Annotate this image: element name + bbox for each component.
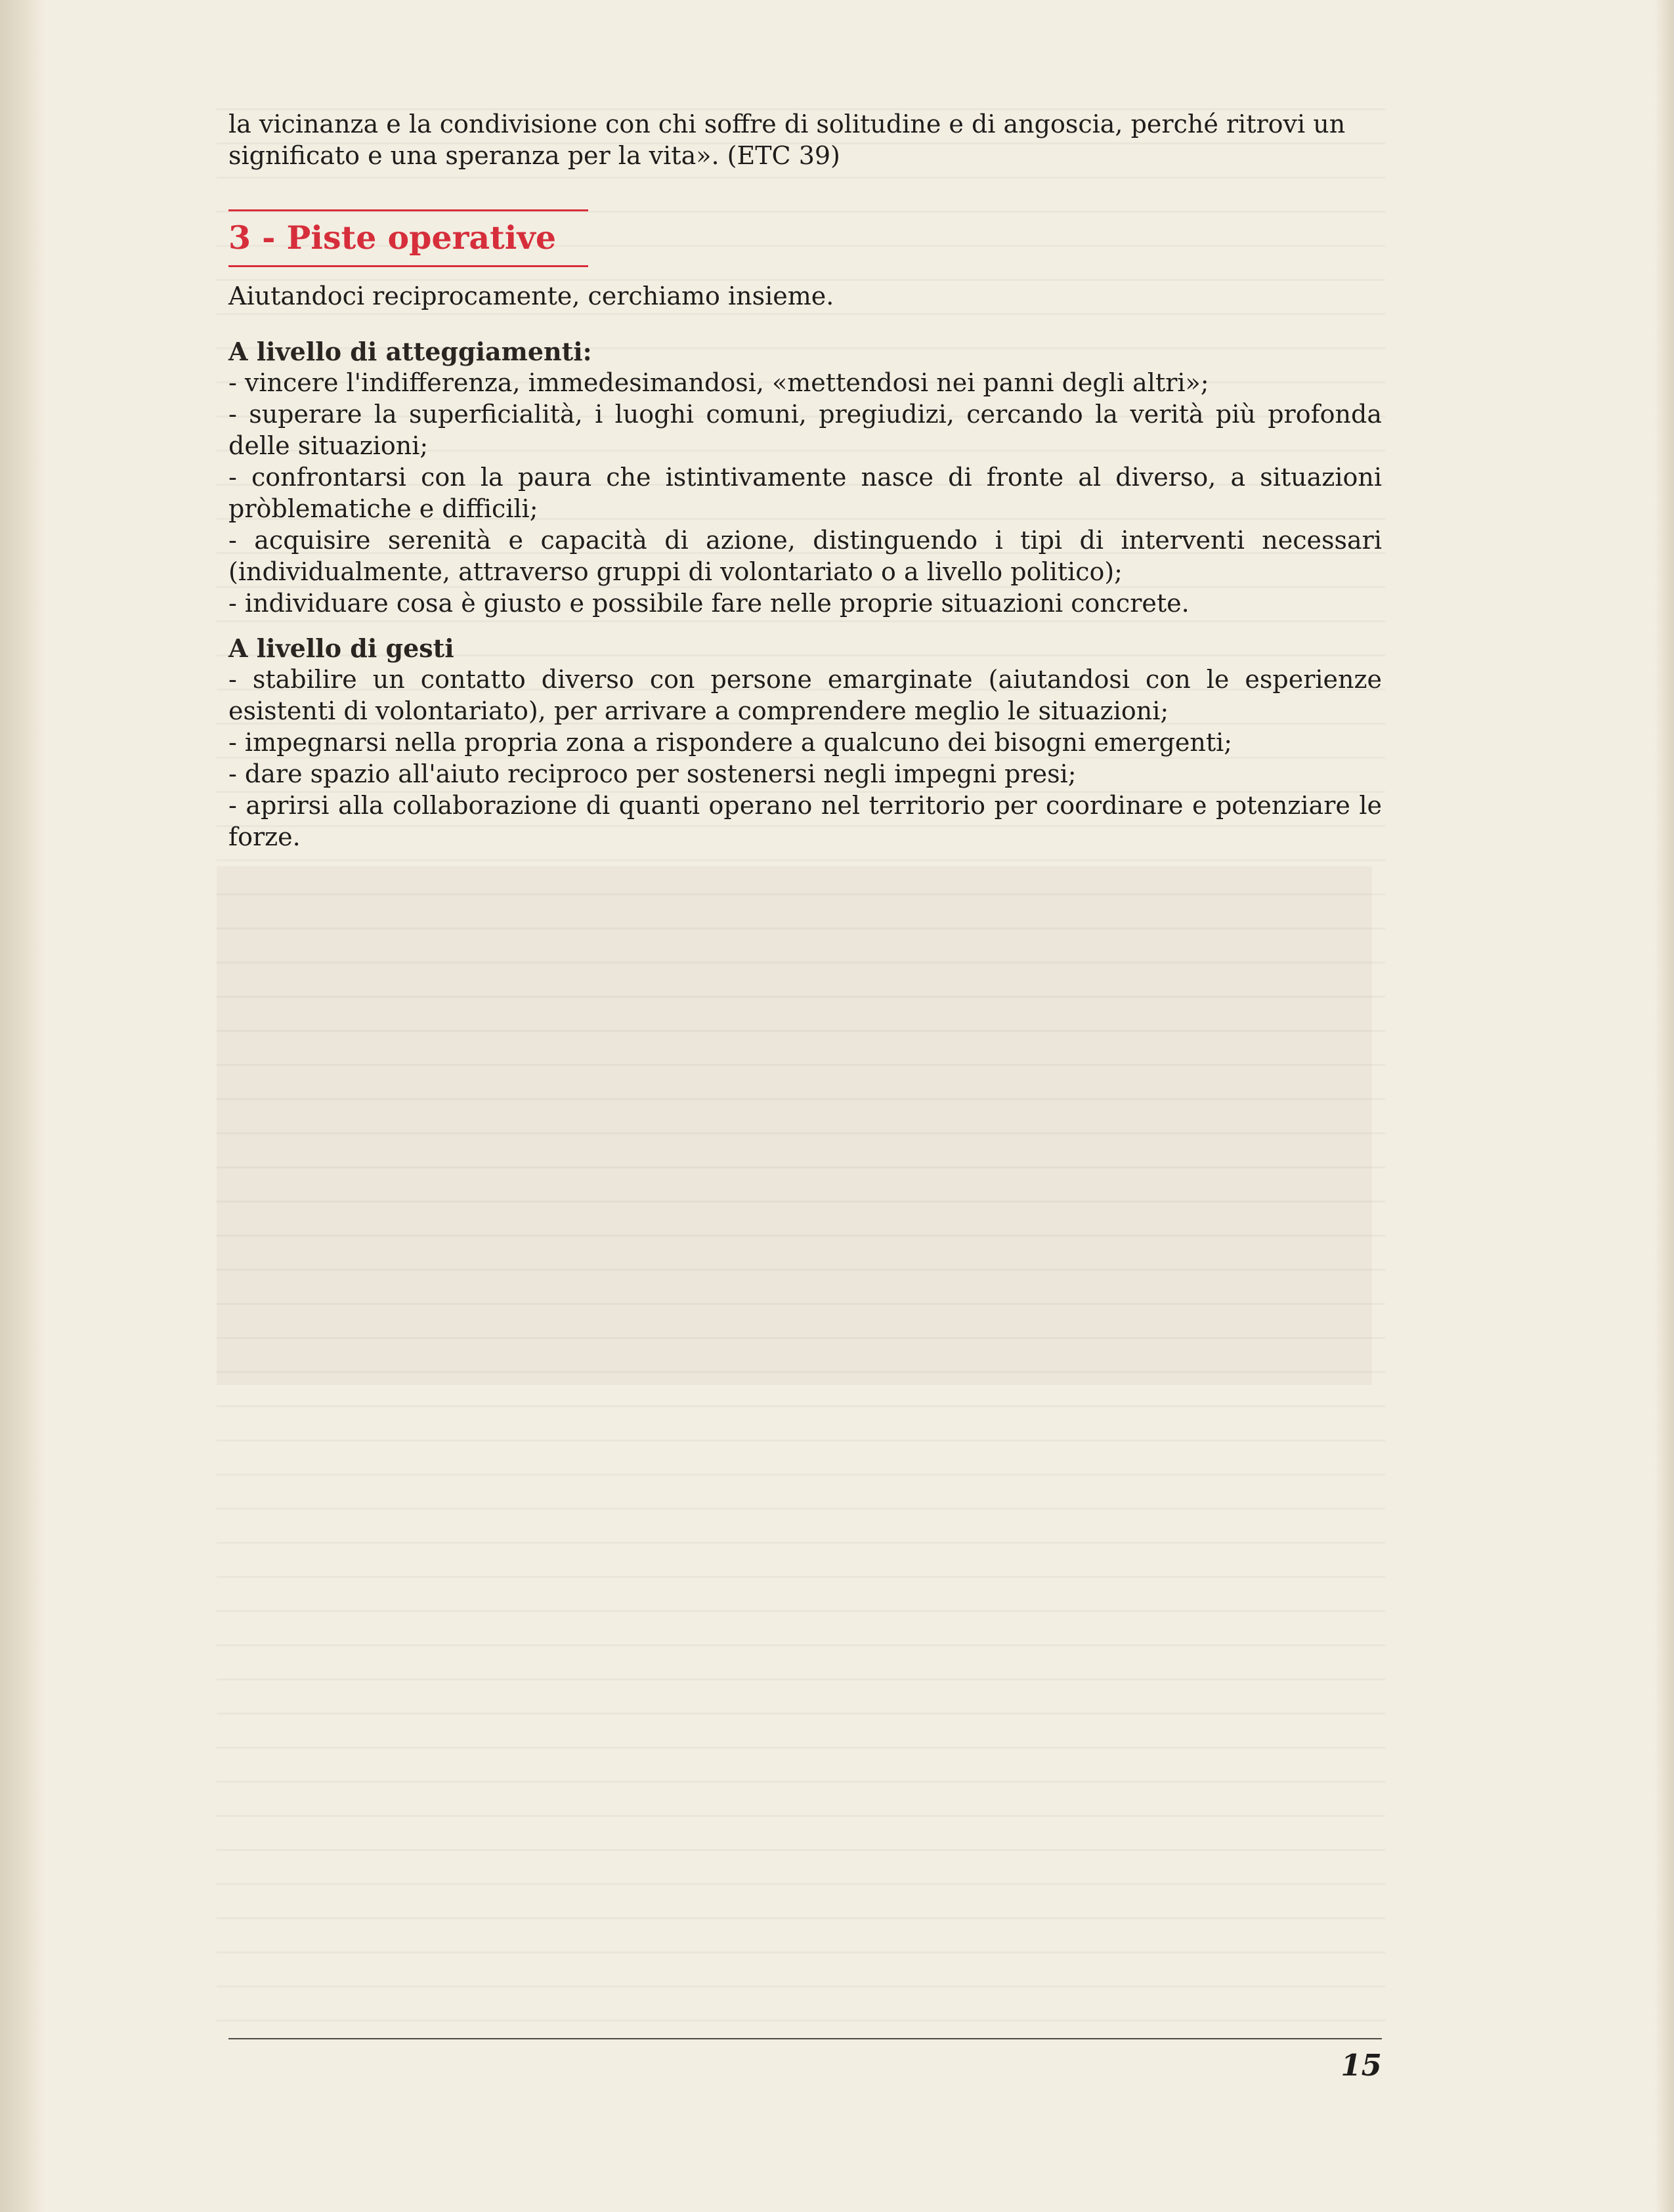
list-item: - individuare cosa è giusto e possibile fare nelle proprie situazioni concrete. bbox=[228, 589, 1190, 618]
list-item: - stabilire un contatto diverso con persone emarginate (aiutandosi con le esperienze esistenti di volontariato), per arrivare a comprendere meglio le situazioni; bbox=[228, 665, 1382, 725]
list-item: - superare la superficialità, i luoghi comuni, pregiudizi, cercando la verità più profonda delle situazioni; bbox=[228, 400, 1382, 460]
atteggiamenti-list bbox=[228, 367, 1382, 619]
footer-rule bbox=[228, 2038, 1382, 2039]
section-title: 3 - Piste operative bbox=[228, 209, 588, 267]
page-edge bbox=[0, 0, 46, 2212]
gesti-list bbox=[228, 664, 1382, 853]
page-shadow bbox=[1654, 0, 1674, 2212]
list-item: - confrontarsi con la paura che istintivamente nasce di fronte al diverso, a situazioni pròblematiche e difficili; bbox=[228, 463, 1382, 523]
carryover-line-1: la vicinanza e la condivisione con chi soffre di solitudine e di angoscia, perché ritrovi un bbox=[228, 110, 1346, 138]
atteggiamenti-heading: A livello di atteggiamenti: bbox=[228, 337, 592, 366]
carryover-line-2: significato e una speranza per la vita». (ETC 39) bbox=[228, 141, 840, 170]
list-item: - impegnarsi nella propria zona a rispondere a qualcuno dei bisogni emergenti; bbox=[228, 728, 1233, 757]
list-item: - dare spazio all'aiuto reciproco per sostenersi negli impegni presi; bbox=[228, 759, 1077, 788]
list-item: - acquisire serenità e capacità di azione, distinguendo i tipi di interventi necessari (individualmente, attraverso gruppi di volontariato o a livello politico); bbox=[228, 526, 1382, 586]
page-number: 15 bbox=[1341, 2048, 1382, 2083]
gesti-heading: A livello di gesti bbox=[228, 633, 454, 663]
list-item: - aprirsi alla collaborazione di quanti operano nel territorio per coordinare e potenziare le forze. bbox=[228, 791, 1382, 851]
list-item: - vincere l'indifferenza, immedesimandosi, «mettendosi nei panni degli altri»; bbox=[228, 368, 1209, 397]
show-through-image bbox=[217, 866, 1372, 1385]
page-content bbox=[228, 108, 1382, 853]
section-intro: Aiutandoci reciprocamente, cerchiamo insieme. bbox=[228, 282, 834, 310]
